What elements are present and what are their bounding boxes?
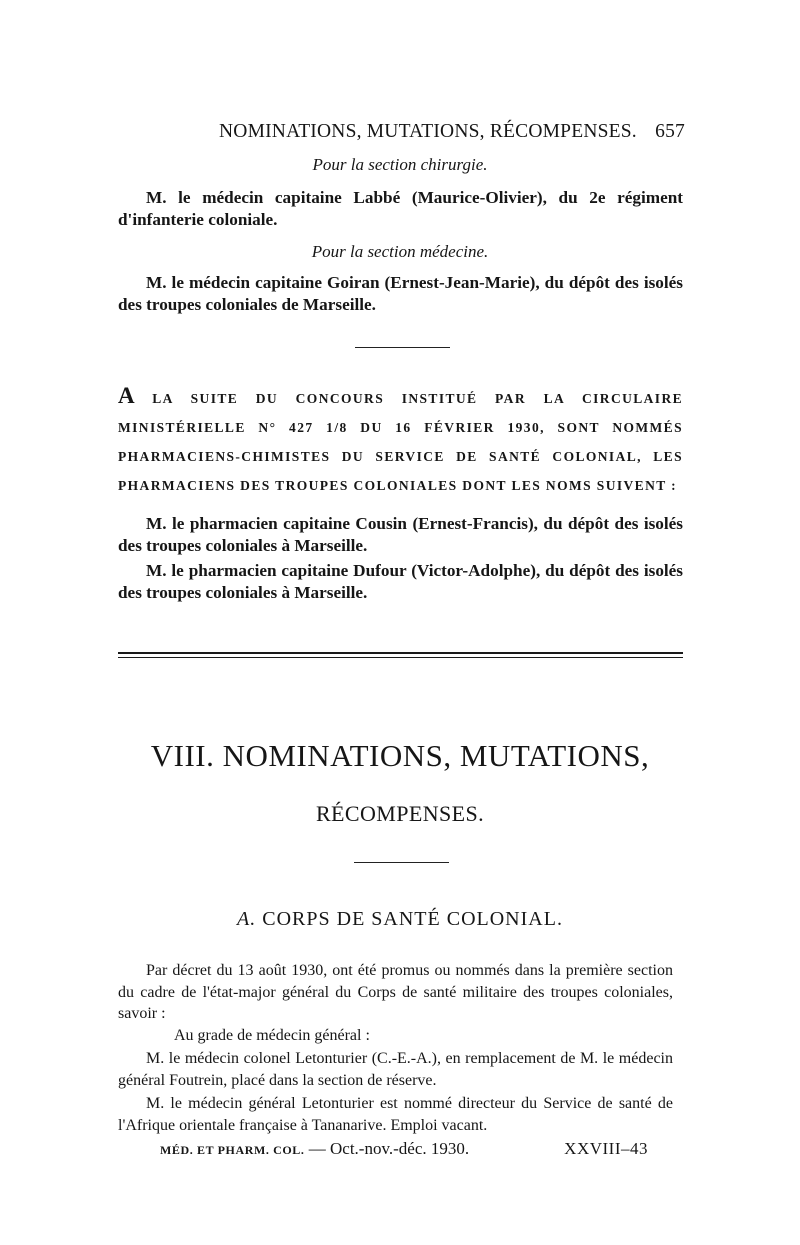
running-title: NOMINATIONS, MUTATIONS, RÉCOMPENSES.: [219, 121, 637, 142]
section-title: CORPS DE SANTÉ COLONIAL.: [262, 908, 563, 930]
paragraph-letonturier-appointment: M. le médecin général Letonturier est nommé directeur du Service de santé de l'Afrique orientale française à Tananarive. Emploi vacant.: [118, 1095, 673, 1134]
paragraph-cousin: M. le pharmacien capitaine Cousin (Ernest-Francis), du dépôt des isolés des troupes coloniales à Marseille.: [118, 514, 683, 555]
paragraph-letonturier-promotion: M. le médecin colonel Letonturier (C.-E.-A.), en remplacement de M. le médecin général Foutrein, placé dans la section de réserve.: [118, 1050, 673, 1089]
subhead-medicine: Pour la section médecine.: [311, 242, 489, 261]
chapter-title-line2: RÉCOMPENSES.: [315, 801, 484, 826]
printer-signature: XXVIII–43: [564, 1139, 648, 1158]
issue-date: — Oct.-nov.-déc. 1930.: [308, 1139, 470, 1158]
section-letter: A.: [237, 908, 257, 930]
section-heading: [0, 908, 800, 931]
subhead-surgery: Pour la section chirurgie.: [312, 155, 488, 174]
intro-first-letter: A: [118, 383, 135, 408]
paragraph-decree: Par décret du 13 août 1930, ont été promus ou nommés dans la première section du cadre de l'état-major général du Corps de santé militaire des troupes coloniales, savoir :: [118, 962, 673, 1022]
section-divider-bottom: [118, 657, 683, 658]
short-divider: [355, 347, 450, 348]
chapter-divider: [354, 862, 449, 863]
intro-text: LA SUITE DU CONCOURS INSTITUÉ PAR LA CIRCULAIRE MINISTÉRIELLE N° 427 1/8 DU 16 FÉVRIER 1930, SONT NOMMÉS PHARMACIENS-CHIMISTES DU SERVICE DE SANTÉ COLONIAL, LES PHARMACIENS DES TROUPES COLONIALES DONT LES NOMS SUIVENT :: [118, 391, 684, 493]
journal-name: MÉD. ET PHARM. COL.: [160, 1143, 305, 1157]
paragraph-dufour: M. le pharmacien capitaine Dufour (Victor-Adolphe), du dépôt des isolés des troupes coloniales à Marseille.: [118, 561, 683, 602]
chapter-title-line1: VIII. NOMINATIONS, MUTATIONS,: [150, 738, 650, 773]
footer-citation: [160, 1139, 469, 1159]
section-divider-top: [118, 652, 683, 654]
paragraph-labbe: M. le médecin capitaine Labbé (Maurice-Olivier), du 2e régiment d'infanterie coloniale.: [118, 188, 683, 229]
competition-intro: [118, 381, 683, 500]
grade-heading: Au grade de médecin général :: [174, 1027, 370, 1044]
paragraph-goiran: M. le médecin capitaine Goiran (Ernest-Jean-Marie), du dépôt des isolés des troupes coloniales de Marseille.: [118, 273, 683, 314]
page-number: 657: [655, 121, 685, 142]
